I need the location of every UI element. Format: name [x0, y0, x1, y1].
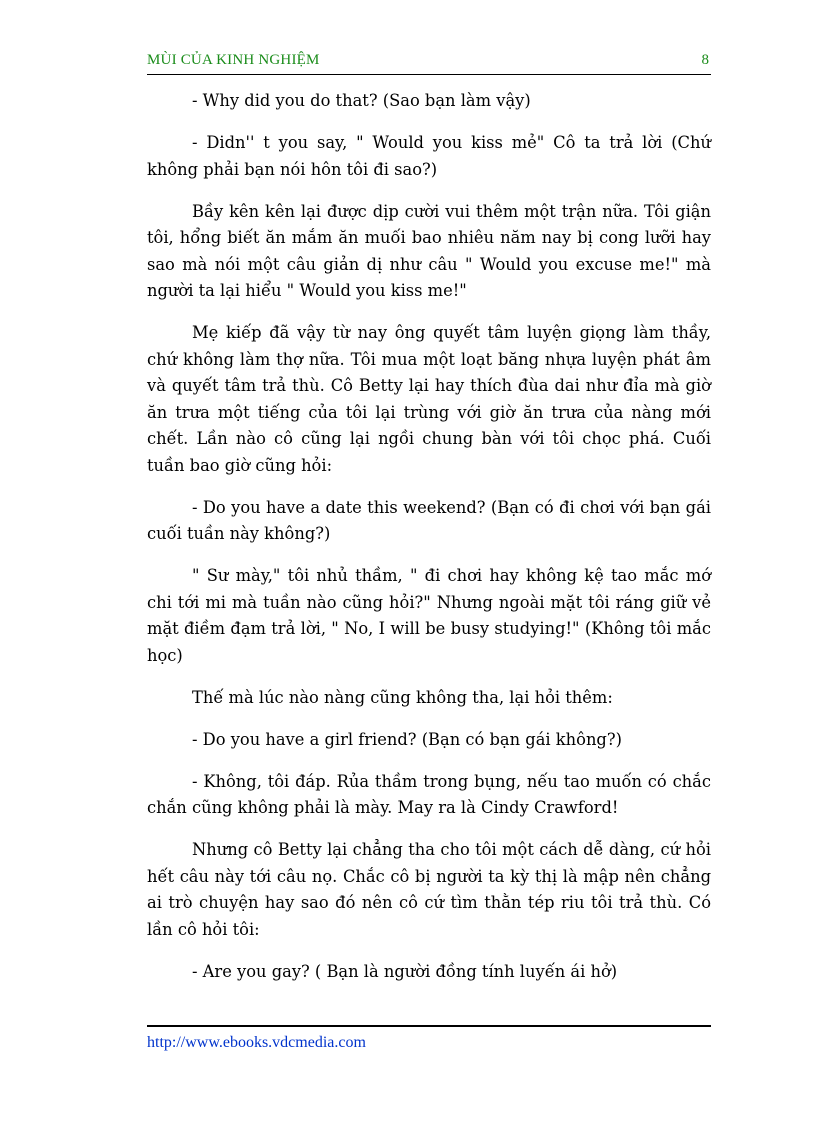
- paragraph: Thế mà lúc nào nàng cũng không tha, lại hỏi thêm:: [192, 687, 613, 707]
- paragraph: - Không, tôi đáp. Rủa thầm trong bụng, nếu tao muốn có chắc chắn cũng không phải là mày. May ra là Cindy Crawford!: [147, 771, 711, 817]
- paragraph: Bầy kên kên lại được dịp cười vui thêm một trận nữa. Tôi giận tôi, hổng biết ăn mắm ăn muối bao nhiêu năm nay bị cong lưỡi hay sao mà nói một câu giản dị như câu " Would you excuse me!" mà người ta lại hiểu " Would you kiss me!": [147, 201, 711, 300]
- paragraph: - Are you gay? ( Bạn là người đồng tính luyến ái hở): [192, 961, 618, 981]
- page-header: [147, 52, 711, 75]
- paragraph: " Sư mày," tôi nhủ thầm, " đi chơi hay không kệ tao mắc mớ chi tới mi mà tuần nào cũng hỏi?" Nhưng ngoài mặt tôi ráng giữ vẻ mặt điềm đạm trả lời, " No, I will be busy studying!" (Không tôi mắc học): [147, 566, 711, 665]
- paragraph: - Do you have a date this weekend? (Bạn có đi chơi với bạn gái cuối tuần này không?): [147, 497, 711, 543]
- header-title: MÙI CỦA KINH NGHIỆM: [147, 52, 320, 68]
- paragraph: - Do you have a girl friend? (Bạn có bạn gái không?): [192, 729, 622, 749]
- paragraph: - Why did you do that? (Sao bạn làm vậy): [192, 91, 531, 110]
- footer-divider: [147, 1025, 711, 1027]
- body-text: [147, 88, 711, 1001]
- paragraph: - Didn'' t you say, " Would you kiss mẻ" Cô ta trả lời (Chứ không phải bạn nói hôn tôi đi sao?): [147, 133, 711, 179]
- paragraph: Mẹ kiếp đã vậy từ nay ông quyết tâm luyện giọng làm thầy, chứ không làm thợ nữa. Tôi mua một loạt băng nhựa luyện phát âm và quyết tâm trả thù. Cô Betty lại hay thích đùa dai như đỉa mà giờ ăn trưa một tiếng của tôi lại trùng với giờ ăn trưa của nàng mới chết. Lần nào cô cũng lại ngồi chung bàn với tôi chọc phá. Cuối tuần bao giờ cũng hỏi:: [147, 323, 711, 475]
- footer-link[interactable]: http://www.ebooks.vdcmedia.com: [147, 1034, 366, 1051]
- page-number: 8: [701, 52, 709, 68]
- paragraph: Nhưng cô Betty lại chẳng tha cho tôi một cách dễ dàng, cứ hỏi hết câu này tới câu nọ. Chắc cô bị người ta kỳ thị là mập nên chẳng ai trò chuyện hay sao đó nên cô cứ tìm thằn tép riu tôi trả thù. Có lần cô hỏi tôi:: [147, 840, 711, 939]
